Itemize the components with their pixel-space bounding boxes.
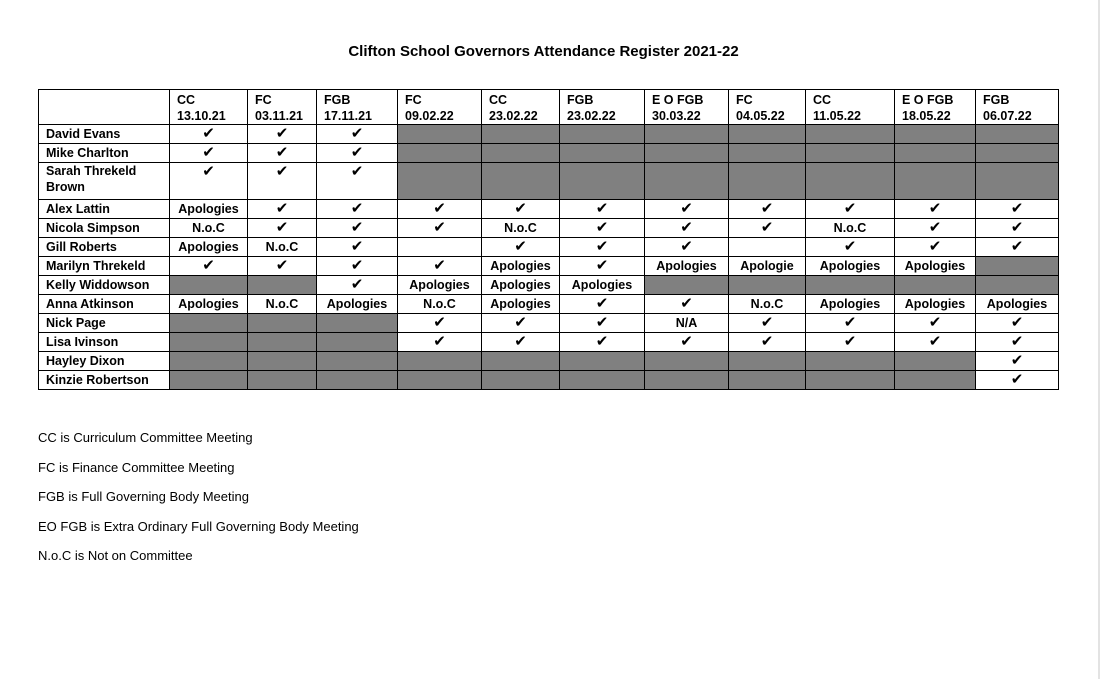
- not-applicable-cell: [170, 371, 248, 390]
- meeting-header: [482, 90, 560, 125]
- attended-cell: [645, 295, 729, 314]
- attended-cell: [806, 333, 895, 352]
- attended-cell: [398, 257, 482, 276]
- checkmark-icon: ✔: [680, 295, 693, 312]
- not-applicable-cell: [645, 163, 729, 200]
- checkmark-icon: ✔: [595, 257, 609, 274]
- attended-cell: [560, 257, 645, 276]
- attended-cell: [729, 333, 806, 352]
- attended-cell: [170, 163, 248, 200]
- attendance-cell: N.o.C: [806, 219, 895, 238]
- attendance-cell: N.o.C: [248, 238, 317, 257]
- not-applicable-cell: [317, 352, 398, 371]
- meeting-date: 11.05.22: [813, 109, 861, 123]
- attended-cell: [729, 219, 806, 238]
- attended-cell: [248, 200, 317, 219]
- attended-cell: [170, 257, 248, 276]
- meeting-type: CC: [489, 93, 508, 107]
- attendance-cell: Apologies: [645, 257, 729, 276]
- not-applicable-cell: [895, 371, 976, 390]
- checkmark-icon: ✔: [514, 238, 527, 255]
- attended-cell: [398, 219, 482, 238]
- meeting-type: FGB: [567, 93, 594, 107]
- attended-cell: [317, 257, 398, 276]
- not-applicable-cell: [560, 352, 645, 371]
- governor-name: Mike Charlton: [39, 144, 170, 163]
- checkmark-icon: ✔: [1010, 238, 1024, 255]
- attendance-table: [38, 89, 1059, 390]
- not-applicable-cell: [895, 276, 976, 295]
- attended-cell: [560, 219, 645, 238]
- governor-name: David Evans: [39, 125, 170, 144]
- meeting-header: [895, 90, 976, 125]
- not-applicable-cell: [806, 125, 895, 144]
- checkmark-icon: ✔: [595, 333, 609, 350]
- checkmark-icon: ✔: [843, 200, 857, 217]
- checkmark-icon: ✔: [350, 200, 364, 217]
- attended-cell: [560, 314, 645, 333]
- table-row: [39, 352, 1059, 371]
- attended-cell: [170, 144, 248, 163]
- not-applicable-cell: [729, 125, 806, 144]
- checkmark-icon: ✔: [595, 238, 609, 255]
- attended-cell: [645, 200, 729, 219]
- not-applicable-cell: [976, 257, 1059, 276]
- table-row: [39, 200, 1059, 219]
- meeting-type: FGB: [324, 93, 351, 107]
- governor-name: Kelly Widdowson: [39, 276, 170, 295]
- not-applicable-cell: [170, 276, 248, 295]
- not-applicable-cell: [248, 333, 317, 352]
- attended-cell: [895, 314, 976, 333]
- meeting-header: [317, 90, 398, 125]
- checkmark-icon: ✔: [595, 295, 609, 312]
- attended-cell: [248, 163, 317, 200]
- meeting-date: 13.10.21: [177, 109, 226, 123]
- governor-name: Gill Roberts: [39, 238, 170, 257]
- checkmark-icon: ✔: [275, 257, 289, 274]
- attendance-cell: Apologies: [895, 295, 976, 314]
- checkmark-icon: ✔: [1010, 314, 1024, 331]
- attended-cell: [729, 314, 806, 333]
- not-applicable-cell: [729, 163, 806, 200]
- attended-cell: [248, 257, 317, 276]
- attendance-cell: Apologie: [729, 257, 806, 276]
- not-applicable-cell: [248, 352, 317, 371]
- not-applicable-cell: [806, 352, 895, 371]
- attendance-cell: Apologies: [170, 200, 248, 219]
- attendance-cell: Apologies: [976, 295, 1059, 314]
- checkmark-icon: ✔: [350, 257, 364, 274]
- attended-cell: [976, 371, 1059, 390]
- checkmark-icon: ✔: [202, 257, 215, 274]
- table-row: [39, 144, 1059, 163]
- not-applicable-cell: [482, 163, 560, 200]
- meeting-date: 30.03.22: [652, 109, 701, 123]
- attended-cell: [317, 238, 398, 257]
- checkmark-icon: ✔: [514, 314, 527, 331]
- not-applicable-cell: [482, 352, 560, 371]
- not-applicable-cell: [560, 163, 645, 200]
- not-applicable-cell: [248, 371, 317, 390]
- checkmark-icon: ✔: [680, 238, 693, 255]
- checkmark-icon: ✔: [433, 200, 446, 217]
- meeting-header: [170, 90, 248, 125]
- not-applicable-cell: [398, 371, 482, 390]
- legend-item: FGB is Full Governing Body Meeting: [38, 489, 249, 504]
- attended-cell: [806, 314, 895, 333]
- legend-item: N.o.C is Not on Committee: [38, 548, 193, 563]
- meeting-date: 18.05.22: [902, 109, 951, 123]
- meeting-header: [398, 90, 482, 125]
- not-applicable-cell: [806, 163, 895, 200]
- meeting-type: E O FGB: [652, 93, 704, 107]
- meeting-header: [645, 90, 729, 125]
- meeting-date: 09.02.22: [405, 109, 454, 123]
- not-applicable-cell: [895, 144, 976, 163]
- attendance-cell: Apologies: [317, 295, 398, 314]
- not-applicable-cell: [248, 276, 317, 295]
- checkmark-icon: ✔: [350, 219, 364, 236]
- governor-name: Hayley Dixon: [39, 352, 170, 371]
- governor-name: Marilyn Threkeld: [39, 257, 170, 276]
- checkmark-icon: ✔: [275, 163, 289, 180]
- table-row: [39, 238, 1059, 257]
- not-applicable-cell: [976, 163, 1059, 200]
- not-applicable-cell: [560, 125, 645, 144]
- not-applicable-cell: [482, 144, 560, 163]
- checkmark-icon: ✔: [680, 333, 693, 350]
- attended-cell: [317, 163, 398, 200]
- checkmark-icon: ✔: [760, 314, 774, 331]
- meeting-date: 04.05.22: [736, 109, 785, 123]
- attended-cell: [976, 238, 1059, 257]
- checkmark-icon: ✔: [202, 144, 215, 161]
- attended-cell: [729, 200, 806, 219]
- attended-cell: [170, 125, 248, 144]
- checkmark-icon: ✔: [275, 219, 289, 236]
- attended-cell: [976, 200, 1059, 219]
- not-applicable-cell: [645, 371, 729, 390]
- checkmark-icon: ✔: [760, 333, 774, 350]
- attended-cell: [895, 238, 976, 257]
- checkmark-icon: ✔: [275, 125, 289, 142]
- attended-cell: [560, 295, 645, 314]
- attendance-cell: [729, 238, 806, 257]
- not-applicable-cell: [895, 163, 976, 200]
- attended-cell: [317, 144, 398, 163]
- checkmark-icon: ✔: [680, 200, 693, 217]
- table-row: [39, 371, 1059, 390]
- checkmark-icon: ✔: [275, 200, 289, 217]
- table-body: [39, 125, 1059, 390]
- meeting-type: FGB: [983, 93, 1010, 107]
- table-row: [39, 314, 1059, 333]
- header-corner-cell: [39, 90, 170, 125]
- attended-cell: [317, 200, 398, 219]
- attended-cell: [398, 314, 482, 333]
- attended-cell: [248, 219, 317, 238]
- legend-item: FC is Finance Committee Meeting: [38, 459, 235, 475]
- meeting-header: [976, 90, 1059, 125]
- attendance-cell: Apologies: [482, 276, 560, 295]
- checkmark-icon: ✔: [433, 314, 446, 331]
- governor-name: Nicola Simpson: [39, 219, 170, 238]
- not-applicable-cell: [806, 276, 895, 295]
- table-row: [39, 333, 1059, 352]
- meeting-type: FC: [736, 93, 753, 107]
- not-applicable-cell: [895, 352, 976, 371]
- checkmark-icon: ✔: [843, 333, 857, 350]
- checkmark-icon: ✔: [843, 238, 857, 255]
- checkmark-icon: ✔: [1010, 352, 1024, 369]
- attended-cell: [317, 219, 398, 238]
- meeting-type: FC: [405, 93, 422, 107]
- not-applicable-cell: [398, 352, 482, 371]
- not-applicable-cell: [976, 144, 1059, 163]
- attended-cell: [895, 200, 976, 219]
- attendance-cell: N.o.C: [170, 219, 248, 238]
- checkmark-icon: ✔: [350, 238, 364, 255]
- attendance-cell: [398, 238, 482, 257]
- governor-name: Nick Page: [39, 314, 170, 333]
- checkmark-icon: ✔: [680, 219, 693, 236]
- meeting-type: CC: [177, 93, 196, 107]
- attended-cell: [976, 219, 1059, 238]
- not-applicable-cell: [317, 333, 398, 352]
- attended-cell: [560, 200, 645, 219]
- attendance-cell: N.o.C: [248, 295, 317, 314]
- attendance-cell: N.o.C: [398, 295, 482, 314]
- not-applicable-cell: [729, 276, 806, 295]
- not-applicable-cell: [482, 371, 560, 390]
- attendance-cell: Apologies: [482, 295, 560, 314]
- checkmark-icon: ✔: [350, 125, 364, 142]
- governor-name: Alex Lattin: [39, 200, 170, 219]
- table-row: [39, 125, 1059, 144]
- attended-cell: [806, 200, 895, 219]
- attended-cell: [317, 125, 398, 144]
- governor-name: Anna Atkinson: [39, 295, 170, 314]
- meeting-date: 17.11.21: [324, 109, 372, 123]
- not-applicable-cell: [645, 276, 729, 295]
- attended-cell: [645, 238, 729, 257]
- checkmark-icon: ✔: [928, 333, 942, 350]
- checkmark-icon: ✔: [350, 144, 364, 161]
- legend-item: CC is Curriculum Committee Meeting: [38, 430, 253, 445]
- attended-cell: [482, 314, 560, 333]
- not-applicable-cell: [398, 144, 482, 163]
- meeting-date: 23.02.22: [489, 109, 538, 123]
- legend: [38, 430, 359, 578]
- not-applicable-cell: [560, 371, 645, 390]
- not-applicable-cell: [398, 163, 482, 200]
- not-applicable-cell: [317, 314, 398, 333]
- not-applicable-cell: [729, 144, 806, 163]
- not-applicable-cell: [645, 144, 729, 163]
- checkmark-icon: ✔: [350, 163, 364, 180]
- not-applicable-cell: [560, 144, 645, 163]
- meeting-header: [806, 90, 895, 125]
- attended-cell: [398, 333, 482, 352]
- checkmark-icon: ✔: [1010, 200, 1024, 217]
- meeting-header: [729, 90, 806, 125]
- governor-name: Sarah Threkeld Brown: [39, 163, 170, 200]
- checkmark-icon: ✔: [1010, 333, 1024, 350]
- attended-cell: [482, 238, 560, 257]
- attendance-cell: Apologies: [170, 238, 248, 257]
- meeting-type: E O FGB: [902, 93, 954, 107]
- attendance-cell: Apologies: [806, 295, 895, 314]
- not-applicable-cell: [976, 125, 1059, 144]
- meeting-type: CC: [813, 93, 832, 107]
- not-applicable-cell: [729, 352, 806, 371]
- attendance-cell: N.o.C: [482, 219, 560, 238]
- attendance-cell: N/A: [645, 314, 729, 333]
- checkmark-icon: ✔: [760, 200, 774, 217]
- checkmark-icon: ✔: [843, 314, 857, 331]
- attended-cell: [895, 219, 976, 238]
- meeting-header: [248, 90, 317, 125]
- checkmark-icon: ✔: [433, 333, 446, 350]
- table-row: [39, 257, 1059, 276]
- checkmark-icon: ✔: [202, 125, 215, 142]
- meeting-date: 03.11.21: [255, 109, 303, 123]
- attendance-cell: Apologies: [895, 257, 976, 276]
- attended-cell: [398, 200, 482, 219]
- table-row: [39, 163, 1059, 200]
- not-applicable-cell: [645, 125, 729, 144]
- attendance-cell: Apologies: [170, 295, 248, 314]
- checkmark-icon: ✔: [760, 219, 774, 236]
- table-row: [39, 295, 1059, 314]
- governor-name: Kinzie Robertson: [39, 371, 170, 390]
- not-applicable-cell: [976, 276, 1059, 295]
- attended-cell: [645, 219, 729, 238]
- checkmark-icon: ✔: [433, 219, 446, 236]
- checkmark-icon: ✔: [275, 144, 289, 161]
- attendance-cell: Apologies: [398, 276, 482, 295]
- not-applicable-cell: [170, 314, 248, 333]
- attended-cell: [976, 333, 1059, 352]
- attended-cell: [976, 314, 1059, 333]
- attended-cell: [560, 238, 645, 257]
- attendance-cell: N.o.C: [729, 295, 806, 314]
- attended-cell: [248, 125, 317, 144]
- table-row: [39, 219, 1059, 238]
- attended-cell: [976, 352, 1059, 371]
- legend-item: EO FGB is Extra Ordinary Full Governing Body Meeting: [38, 518, 359, 534]
- checkmark-icon: ✔: [1010, 371, 1024, 388]
- checkmark-icon: ✔: [595, 200, 609, 217]
- meeting-type: FC: [255, 93, 272, 107]
- attended-cell: [482, 333, 560, 352]
- not-applicable-cell: [895, 125, 976, 144]
- not-applicable-cell: [729, 371, 806, 390]
- checkmark-icon: ✔: [514, 200, 527, 217]
- checkmark-icon: ✔: [202, 163, 215, 180]
- meeting-date: 23.02.22: [567, 109, 616, 123]
- attended-cell: [806, 238, 895, 257]
- governor-name: Lisa Ivinson: [39, 333, 170, 352]
- not-applicable-cell: [170, 333, 248, 352]
- header-row: [39, 90, 1059, 125]
- checkmark-icon: ✔: [350, 276, 364, 293]
- table-row: [39, 276, 1059, 295]
- attended-cell: [248, 144, 317, 163]
- attended-cell: [560, 333, 645, 352]
- checkmark-icon: ✔: [928, 238, 942, 255]
- checkmark-icon: ✔: [1010, 219, 1024, 236]
- attendance-cell: Apologies: [482, 257, 560, 276]
- not-applicable-cell: [645, 352, 729, 371]
- attended-cell: [645, 333, 729, 352]
- attended-cell: [482, 200, 560, 219]
- not-applicable-cell: [806, 144, 895, 163]
- meeting-header: [560, 90, 645, 125]
- not-applicable-cell: [398, 125, 482, 144]
- not-applicable-cell: [170, 352, 248, 371]
- not-applicable-cell: [806, 371, 895, 390]
- not-applicable-cell: [317, 371, 398, 390]
- checkmark-icon: ✔: [595, 219, 609, 236]
- checkmark-icon: ✔: [595, 314, 609, 331]
- page-title: Clifton School Governors Attendance Register 2021-22: [348, 43, 739, 60]
- checkmark-icon: ✔: [928, 200, 942, 217]
- checkmark-icon: ✔: [433, 257, 446, 274]
- checkmark-icon: ✔: [514, 333, 527, 350]
- attended-cell: [895, 333, 976, 352]
- not-applicable-cell: [248, 314, 317, 333]
- not-applicable-cell: [482, 125, 560, 144]
- attended-cell: [317, 276, 398, 295]
- meeting-date: 06.07.22: [983, 109, 1032, 123]
- checkmark-icon: ✔: [928, 314, 942, 331]
- attendance-cell: Apologies: [806, 257, 895, 276]
- checkmark-icon: ✔: [928, 219, 942, 236]
- attendance-cell: Apologies: [560, 276, 645, 295]
